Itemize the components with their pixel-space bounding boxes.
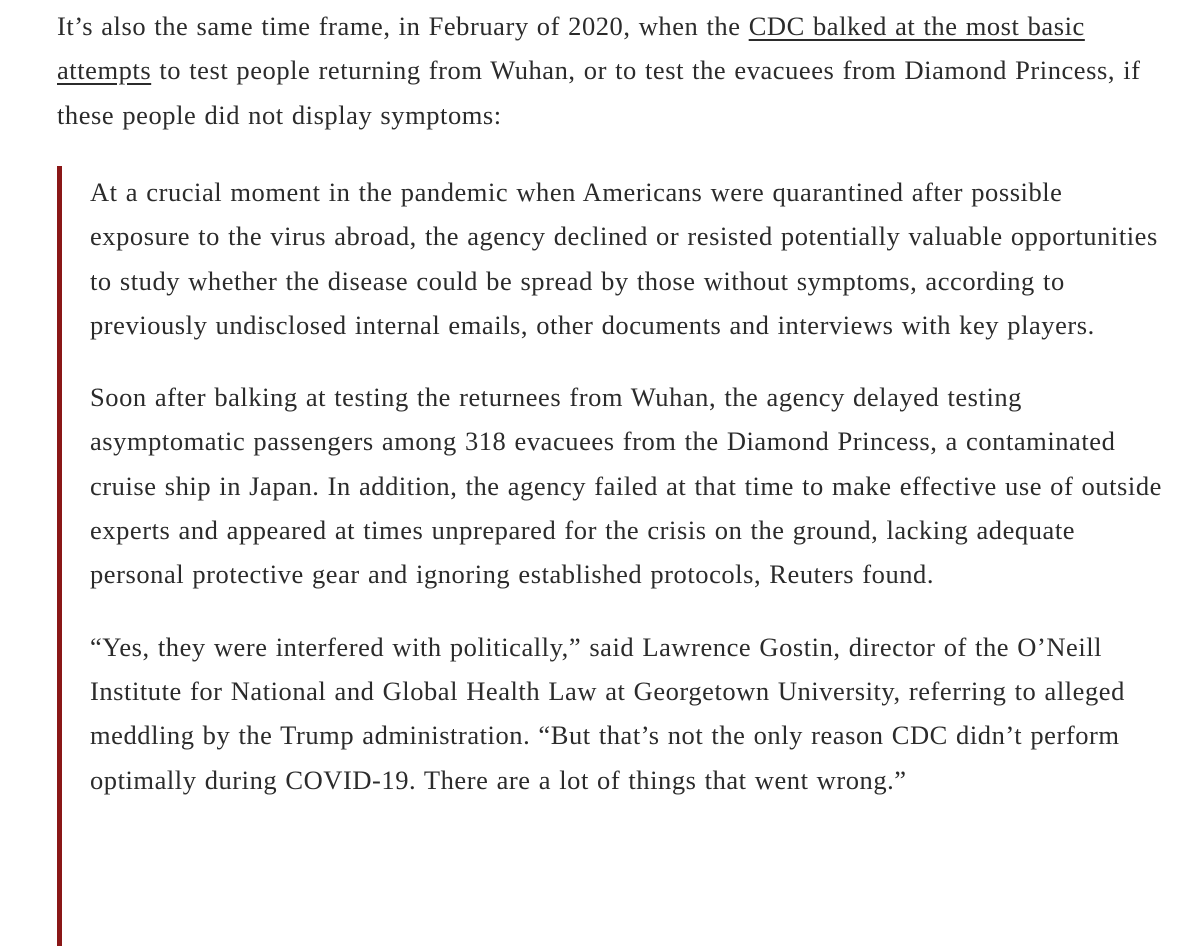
intro-text-after-link: to test people returning from Wuhan, or to test the evacuees from Diamond Princess, if these people did not display symptoms: (57, 55, 1141, 130)
intro-text-before-link: It’s also the same time frame, in February of 2020, when the (57, 11, 749, 41)
quote-paragraph-1: At a crucial moment in the pandemic when Americans were quarantined after possible exposure to the virus abroad, the agency declined or resisted potentially valuable opportunities to study whether the disease could be spread by those without symptoms, according to previously undisclosed internal emails, other documents and interviews with key players. (90, 177, 1158, 340)
quote-paragraph-3: “Yes, they were interfered with politically,” said Lawrence Gostin, director of the O’Neill Institute for National and Global Health Law at Georgetown University, referring to alleged meddling by the Trump administration. “But that’s not the only reason CDC didn’t perform optimally during COVID-19. There are a lot of things that went wrong.” (90, 631, 1125, 795)
blockquote (57, 166, 1167, 946)
cdc-balked-link[interactable]: CDC balked at the most basic attempts (57, 11, 1085, 86)
quote-paragraph-2: Soon after balking at testing the returnees from Wuhan, the agency delayed testing asymptomatic passengers among 318 evacuees from the Diamond Princess, a contaminated cruise ship in Japan. In addition, the agency failed at that time to make effective use of outside experts and appeared at times unprepared for the crisis on the ground, lacking adequate personal protective gear and ignoring established protocols, Reuters found. (90, 382, 1162, 590)
intro-paragraph (57, 4, 1167, 137)
article-body (57, 4, 1167, 795)
